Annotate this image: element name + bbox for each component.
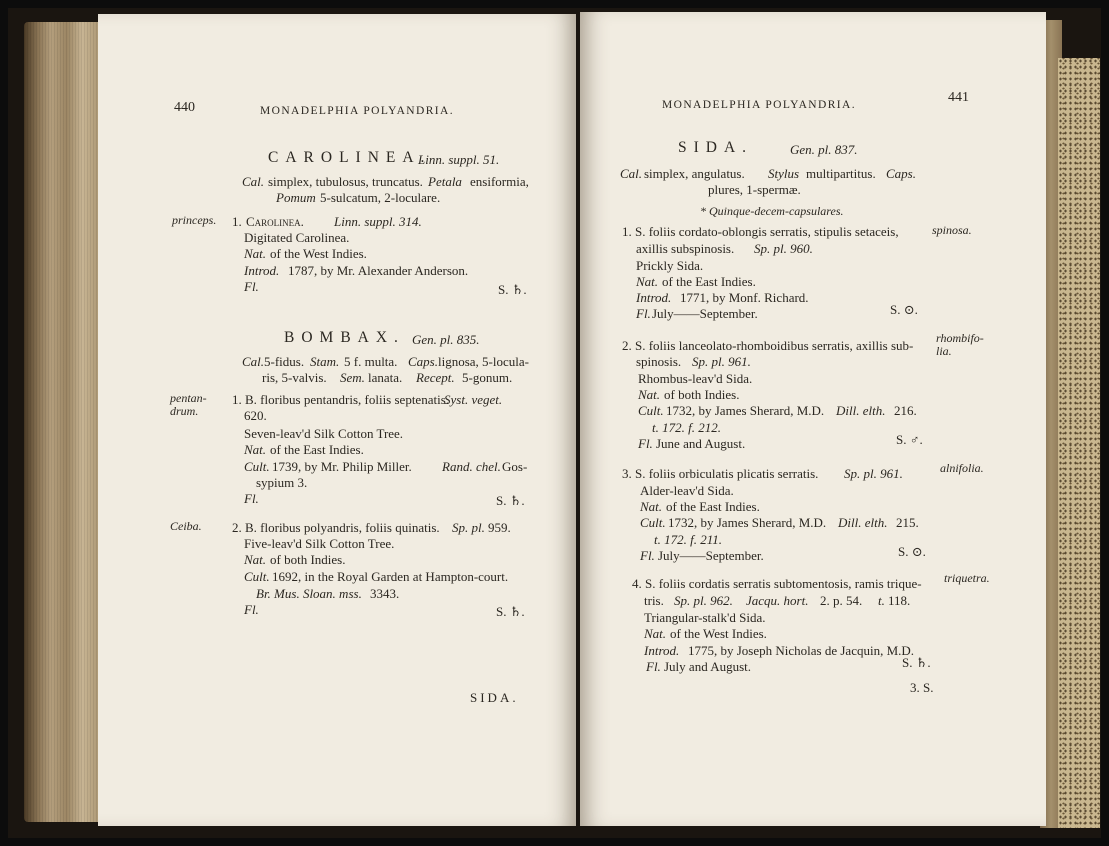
native-label: Nat. xyxy=(644,626,667,641)
native-text: of both Indies. xyxy=(664,387,740,402)
description-label: Recept. xyxy=(416,370,455,385)
introduced-text: 1775, by Joseph Nicholas de Jacquin, M.D. xyxy=(688,643,915,658)
cultivated-label: Cult. xyxy=(638,403,664,418)
margin-species-name: spinosa. xyxy=(932,223,972,237)
description-label: Cal. xyxy=(242,174,265,189)
description-label: Petala xyxy=(428,174,462,189)
native-label: Nat. xyxy=(638,387,661,402)
species-reference: Linn. suppl. 314. xyxy=(334,214,422,229)
flowering-text: July——September. xyxy=(658,548,764,563)
species-reference: Sp. pl. 960. xyxy=(754,241,813,256)
introduced-text: 1771, by Monf. Richard. xyxy=(680,290,809,305)
species-reference: 620. xyxy=(244,408,267,423)
margin-species-name: princeps. xyxy=(172,213,217,227)
cultivated-reference: Br. Mus. Sloan. mss. xyxy=(256,586,362,601)
native-text: of the East Indies. xyxy=(662,274,756,289)
flowering-label: Fl. xyxy=(646,659,661,674)
cultivated-text: sypium 3. xyxy=(256,475,308,490)
description-text: multipartitus. xyxy=(806,166,876,181)
flowering-label: Fl. xyxy=(636,306,651,321)
species-name: Carolinea. xyxy=(246,214,304,229)
native-label: Nat. xyxy=(636,274,659,289)
cultivated-text: 1732, by James Sherard, M.D. xyxy=(666,403,825,418)
species-description: axillis subspinosis. xyxy=(636,241,735,256)
habit-symbol: S. ♄. xyxy=(496,604,525,619)
flowering-label: Fl. xyxy=(244,491,259,506)
flowering-text: July——September. xyxy=(652,306,758,321)
native-text: of the East Indies. xyxy=(666,499,760,514)
flowering-label: Fl. xyxy=(638,436,653,451)
cultivated-reference: t. 172. f. 212. xyxy=(652,420,721,435)
native-label: Nat. xyxy=(244,246,267,261)
habit-symbol: S. ♄. xyxy=(496,493,525,508)
description-text: 5 f. multa. xyxy=(344,354,398,369)
habit-symbol: S. ♂. xyxy=(896,432,923,447)
native-text: of both Indies. xyxy=(270,552,346,567)
flowering-label: Fl. xyxy=(640,548,655,563)
species-reference: t. xyxy=(878,593,885,608)
description-label: Stam. xyxy=(310,354,340,369)
native-text: of the East Indies. xyxy=(270,442,364,457)
description-text: lignosa, 5-locula- xyxy=(438,354,529,369)
cultivated-reference: Rand. chel. xyxy=(442,459,501,474)
common-name: Alder-leav'd Sida. xyxy=(640,483,734,498)
common-name: Triangular-stalk'd Sida. xyxy=(644,610,766,625)
description-text: plures, 1-spermæ. xyxy=(708,182,801,197)
genus-title: CAROLINEA. xyxy=(268,149,432,166)
flowering-text: June and August. xyxy=(656,436,746,451)
flowering-label: Fl. xyxy=(244,279,259,294)
genus-reference: Linn. suppl. 51. xyxy=(418,152,500,167)
catchword: SIDA. xyxy=(470,690,519,705)
running-head: MONADELPHIA POLYANDRIA. xyxy=(662,99,856,111)
introduced-label: Introd. xyxy=(636,290,672,305)
cultivated-label: Cult. xyxy=(244,459,270,474)
species-reference: 959. xyxy=(488,520,511,535)
species-reference: Jacqu. hort. xyxy=(746,593,809,608)
description-label: Caps. xyxy=(886,166,916,181)
description-label: Cal. xyxy=(242,354,265,369)
page-number: 441 xyxy=(948,90,969,105)
species-description: 1. B. floribus pentandris, foliis septenatis. xyxy=(232,392,450,407)
page-block-left-edge xyxy=(24,22,102,822)
introduced-label: Introd. xyxy=(644,643,680,658)
species-description: spinosis. xyxy=(636,354,682,369)
description-text: lanata. xyxy=(368,370,403,385)
common-name: Five-leav'd Silk Cotton Tree. xyxy=(244,536,395,551)
species-number: 1. xyxy=(232,214,242,229)
genus-title: BOMBAX. xyxy=(284,329,405,346)
species-reference: Syst. veget. xyxy=(444,392,503,407)
margin-species-name: alnifolia. xyxy=(940,461,984,475)
species-description: tris. xyxy=(644,593,664,608)
common-name: Digitated Carolinea. xyxy=(244,230,350,245)
description-text: ris, 5-valvis. xyxy=(262,370,327,385)
catchword: 3. S. xyxy=(910,680,934,695)
common-name: Prickly Sida. xyxy=(636,258,704,273)
cultivated-reference: t. 172. f. 211. xyxy=(654,532,723,547)
native-text: of the West Indies. xyxy=(670,626,767,641)
margin-species-name: triquetra. xyxy=(944,571,990,585)
description-text: 5-fidus. xyxy=(264,354,305,369)
margin-species-name: rhombifo- xyxy=(936,331,984,345)
native-label: Nat. xyxy=(640,499,663,514)
margin-species-name: drum. xyxy=(170,404,199,418)
cultivated-text: 1692, in the Royal Garden at Hampton-court. xyxy=(272,569,509,584)
cultivated-label: Cult. xyxy=(244,569,270,584)
species-description: 2. B. floribus polyandris, foliis quinatis. xyxy=(232,520,440,535)
genus-reference: Gen. pl. 835. xyxy=(412,332,480,347)
cultivated-reference: Dill. elth. xyxy=(838,515,888,530)
species-description: 2. S. foliis lanceolato-rhomboidibus serratis, axillis sub- xyxy=(622,338,914,353)
right-page xyxy=(580,12,1046,826)
description-text: 5-sulcatum, 2-loculare. xyxy=(320,190,441,205)
native-label: Nat. xyxy=(244,552,267,567)
species-reference: Sp. pl. 961. xyxy=(692,354,751,369)
margin-species-name: lia. xyxy=(936,344,952,358)
species-description: 1. S. foliis cordato-oblongis serratis, stipulis setaceis, xyxy=(622,224,899,239)
description-text: 5-gonum. xyxy=(462,370,513,385)
running-head: MONADELPHIA POLYANDRIA. xyxy=(260,105,454,117)
cultivated-text: 1739, by Mr. Philip Miller. xyxy=(272,459,412,474)
description-text: simplex, tubulosus, truncatus. xyxy=(268,174,423,189)
cultivated-text: Gos- xyxy=(502,459,528,474)
species-reference: Sp. pl. xyxy=(452,520,485,535)
genus-reference: Gen. pl. 837. xyxy=(790,142,858,157)
species-reference: Sp. pl. 961. xyxy=(844,466,903,481)
genus-title: SIDA. xyxy=(678,139,754,156)
description-label: Pomum xyxy=(276,190,316,205)
habit-symbol: S. ⊙. xyxy=(890,302,918,317)
common-name: Seven-leav'd Silk Cotton Tree. xyxy=(244,426,404,441)
cultivated-text: 216. xyxy=(894,403,917,418)
page-number: 440 xyxy=(174,100,195,115)
cultivated-text: 3343. xyxy=(370,586,400,601)
marbled-edge-right xyxy=(1058,58,1100,828)
margin-species-name: pentan- xyxy=(170,391,207,405)
introduced-text: 1787, by Mr. Alexander Anderson. xyxy=(288,263,469,278)
description-label: Sem. xyxy=(340,370,365,385)
species-reference: Sp. pl. 962. xyxy=(674,593,733,608)
species-description: 4. S. foliis cordatis serratis subtomentosis, ramis trique- xyxy=(632,576,922,591)
introduced-label: Introd. xyxy=(244,263,280,278)
description-label: Stylus xyxy=(768,166,800,181)
cultivated-text: 1732, by James Sherard, M.D. xyxy=(668,515,827,530)
habit-symbol: S. ♄. xyxy=(498,282,527,297)
native-text: of the West Indies. xyxy=(270,246,367,261)
left-page xyxy=(98,14,576,826)
native-label: Nat. xyxy=(244,442,267,457)
margin-species-name: Ceiba. xyxy=(170,519,202,533)
description-text: ensiformia, xyxy=(470,174,529,189)
species-reference: 2. p. 54. xyxy=(820,593,863,608)
species-description: 3. S. foliis orbiculatis plicatis serratis. xyxy=(622,466,819,481)
section-heading: * Quinque-decem-capsulares. xyxy=(700,204,844,218)
habit-symbol: S. ♄. xyxy=(902,655,931,670)
flowering-label: Fl. xyxy=(244,602,259,617)
cultivated-label: Cult. xyxy=(640,515,666,530)
description-text: simplex, angulatus. xyxy=(644,166,745,181)
description-label: Caps. xyxy=(408,354,438,369)
species-reference: 118. xyxy=(888,593,911,608)
common-name: Rhombus-leav'd Sida. xyxy=(638,371,753,386)
habit-symbol: S. ⊙. xyxy=(898,544,926,559)
flowering-text: July and August. xyxy=(664,659,752,674)
cultivated-reference: Dill. elth. xyxy=(836,403,886,418)
description-label: Cal. xyxy=(620,166,643,181)
cultivated-text: 215. xyxy=(896,515,919,530)
